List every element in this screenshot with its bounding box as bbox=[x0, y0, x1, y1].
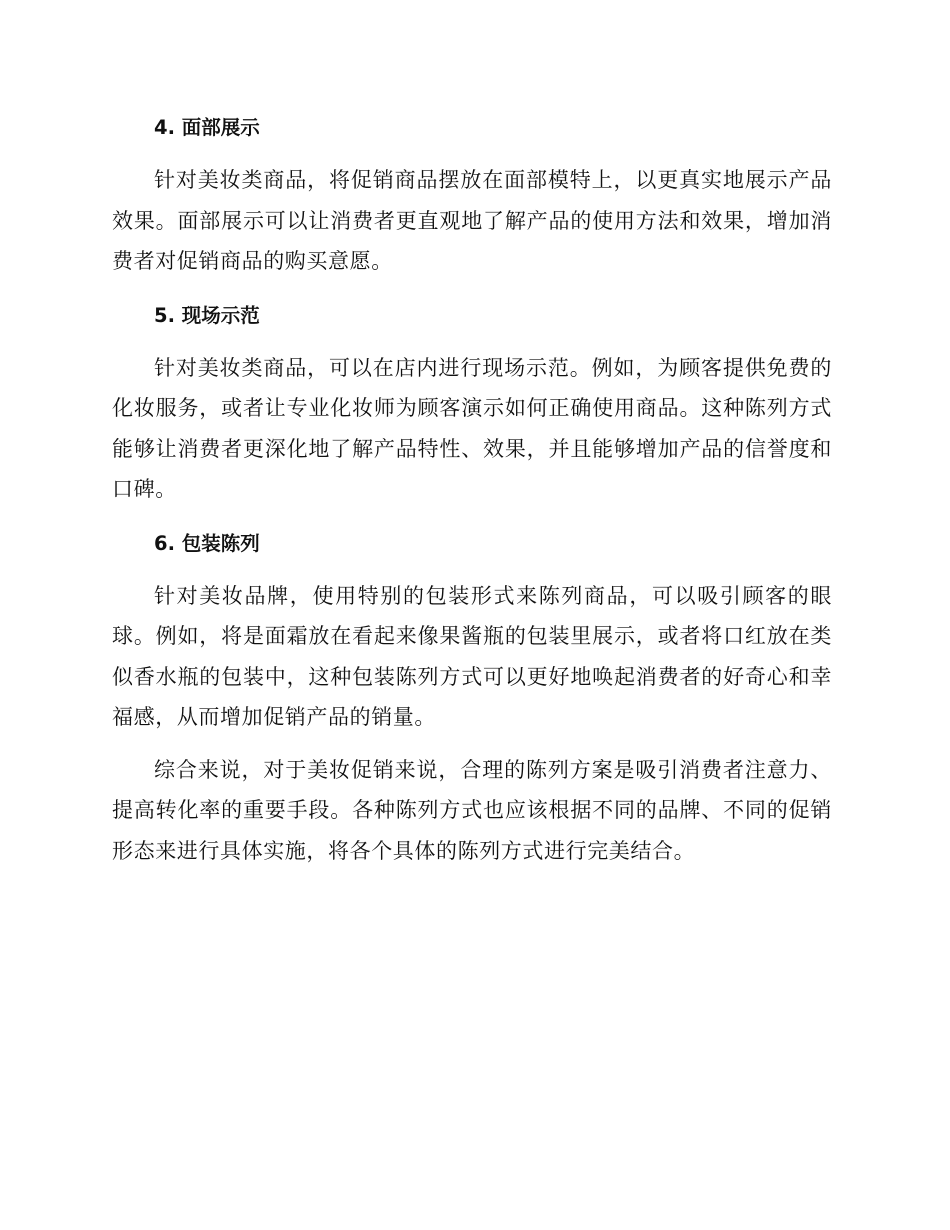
document-page bbox=[112, 108, 832, 883]
section-body-packaging-display: 针对美妆品牌，使用特别的包装形式来陈列商品，可以吸引顾客的眼球。例如，将是面霜放在看起来像果酱瓶的包装里展示，或者将口红放在类似香水瓶的包装中，这种包装陈列方式可以更好地唤起消费者的好奇心和幸福感，从而增加促销产品的销量。 bbox=[112, 583, 832, 729]
section-heading-face-display: 4. 面部展示 bbox=[154, 116, 260, 139]
section-body-face-display: 针对美妆类商品，将促销商品摆放在面部模特上，以更真实地展示产品效果。面部展示可以让消费者更直观地了解产品的使用方法和效果，增加消费者对促销商品的购买意愿。 bbox=[112, 168, 832, 273]
section-heading-live-demo: 5. 现场示范 bbox=[154, 303, 260, 327]
section-body-live-demo: 针对美妆类商品，可以在店内进行现场示范。例如，为顾客提供免费的化妆服务，或者让专业化妆师为顾客演示如何正确使用商品。这种陈列方式能够让消费者更深化地了解产品特性、效果，并且能够增加产品的信誉度和口碑。 bbox=[112, 355, 832, 501]
conclusion-paragraph: 综合来说，对于美妆促销来说，合理的陈列方案是吸引消费者注意力、提高转化率的重要手段。各种陈列方式也应该根据不同的品牌、不同的促销形态来进行具体实施，将各个具体的陈列方式进行完美结合。 bbox=[112, 757, 832, 863]
section-heading-packaging-display: 6. 包装陈列 bbox=[154, 531, 260, 555]
